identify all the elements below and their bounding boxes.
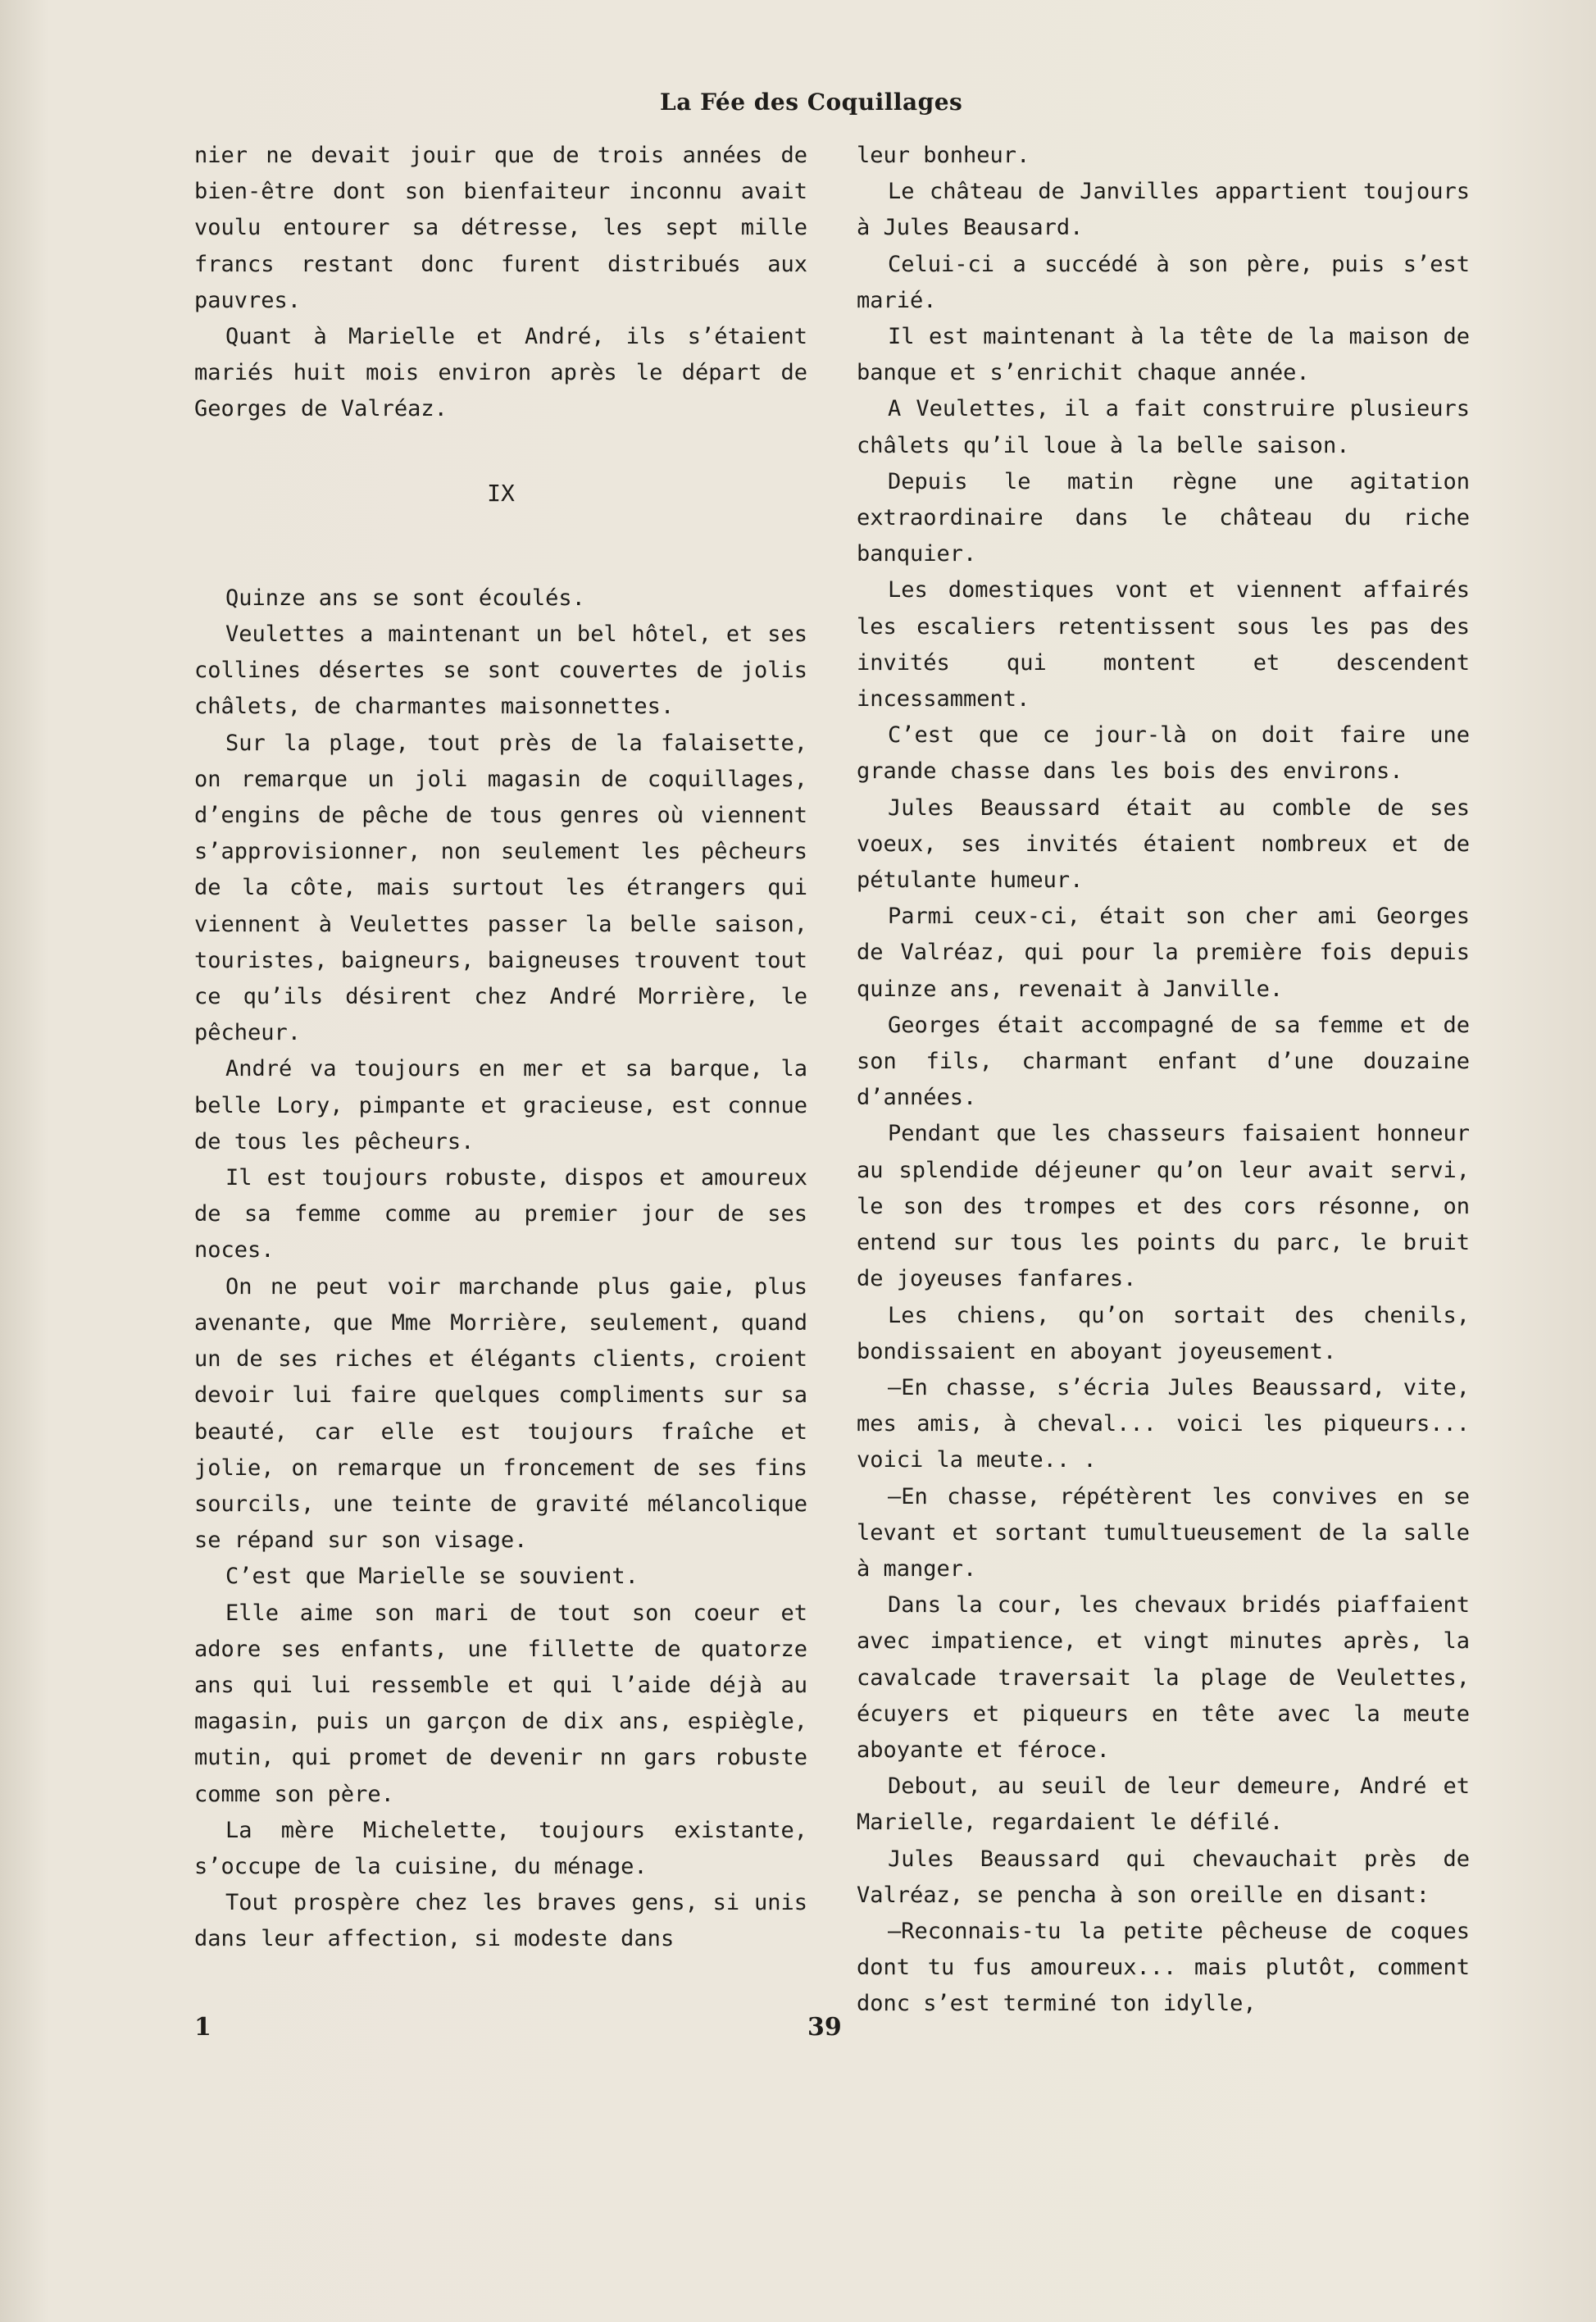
page-number: 39	[807, 2013, 842, 2042]
paragraph: C’est que Marielle se souvient.	[225, 1564, 639, 1590]
paragraph: Jules Beaussard était au comble de ses voeux, ses invités étaient nombreux et de pétulante humeur.	[857, 794, 1470, 894]
paragraph: Elle aime son mari de tout son coeur et adore ses enfants, une fillette de quatorze ans qui lui ressemble et qui l’aide déjà au magasin, puis un garçon de dix ans, espiègle, mutin, qui promet de devenir nn gars robuste comme son père.	[194, 1600, 807, 1807]
running-header: La Fée des Coquillages	[660, 89, 963, 116]
paragraph: Les chiens, qu’on sortait des chenils, bondissaient en aboyant joyeusement.	[857, 1302, 1470, 1364]
paragraph: La mère Michelette, toujours existante, s’occupe de la cuisine, du ménage.	[194, 1817, 807, 1879]
paragraph: Le château de Janvilles appartient toujours à Jules Beausard.	[857, 179, 1470, 241]
paragraph: Debout, au seuil de leur demeure, André et Marielle, regardaient le défilé.	[857, 1773, 1470, 1836]
paragraph: Quant à Marielle et André, ils s’étaient mariés huit mois environ après le départ de Georges de Valréaz.	[194, 324, 807, 422]
paragraph: Parmi ceux-ci, était son cher ami Georges de Valréaz, qui pour la première fois depuis quinze ans, revenait à Janville.	[857, 904, 1470, 1002]
right-column	[857, 138, 1470, 2023]
paragraph: C’est que ce jour-là on doit faire une grande chasse dans les bois des environs.	[857, 722, 1470, 785]
paragraph: Pendant que les chasseurs faisaient honneur au splendide déjeuner qu’on leur avait servi, le son des trompes et des cors résonne, on entend sur tous les points du parc, le bruit de joyeuses fanfares.	[857, 1121, 1470, 1292]
paragraph: Georges était accompagné de sa femme et de son fils, charmant enfant d’une douzaine d’années.	[857, 1012, 1470, 1111]
paragraph: Il est toujours robuste, dispos et amoureux de sa femme comme au premier jour de ses noces.	[194, 1165, 807, 1263]
paragraph: Veulettes a maintenant un bel hôtel, et ses collines désertes se sont couvertes de jolis châlets, de charmantes maisonnettes.	[194, 621, 807, 720]
paragraph: Tout prospère chez les braves gens, si unis dans leur affection, si modeste dans	[194, 1890, 807, 1952]
paragraph: André va toujours en mer et sa barque, la belle Lory, pimpante et gracieuse, est connue de tous les pêcheurs.	[194, 1056, 807, 1154]
paragraph: Il est maintenant à la tête de la maison de banque et s’enrichit chaque année.	[857, 324, 1470, 386]
signature-mark: 1	[194, 2013, 211, 2042]
paragraph: On ne peut voir marchande plus gaie, plus avenante, que Mme Morrière, seulement, quand un de ses riches et élégants clients, croient devoir lui faire quelques compliments sur sa beauté, car elle est toujours fraîche et jolie, on remarque un froncement de ses fins sourcils, une teinte de gravité mélancolique se répand sur son visage.	[194, 1273, 807, 1554]
paragraph: Depuis le matin règne une agitation extraordinaire dans le château du riche banquier.	[857, 468, 1470, 567]
left-column	[194, 138, 807, 1958]
paragraph: leur bonheur.	[857, 143, 1030, 168]
paragraph: Sur la plage, tout près de la falaisette, on remarque un joli magasin de coquillages, d’engins de pêche de tous genres où viennent s’approvisionner, non seulement les pêcheurs de la côte, mais surtout les étrangers qui viennent à Veulettes passer la belle saison, touristes, baigneurs, baigneuses trouvent tout ce qu’ils désirent chez André Morrière, le pêcheur.	[194, 730, 807, 1046]
paragraph: nier ne devait jouir que de trois années de bien-être dont son bienfaiteur inconnu avait voulu entourer sa détresse, les sept mille francs restant donc furent distribués aux pauvres.	[194, 143, 807, 313]
chapter-heading: IX	[487, 479, 515, 507]
paragraph: —En chasse, s’écria Jules Beaussard, vite, mes amis, à cheval... voici les piqueurs... voici la meute.. .	[857, 1374, 1470, 1473]
paragraph: —En chasse, répétèrent les convives en se levant et sortant tumultueusement de la salle à manger.	[857, 1483, 1470, 1582]
paragraph: Les domestiques vont et viennent affairés les escaliers retentissent sous les pas des invités qui montent et descendent incessamment.	[857, 577, 1470, 713]
paragraph: Dans la cour, les chevaux bridés piaffaient avec impatience, et vingt minutes après, la cavalcade traversait la plage de Veulettes, écuyers et piqueurs en tête avec la meute aboyante et féroce.	[857, 1592, 1470, 1763]
paragraph: Quinze ans se sont écoulés.	[225, 585, 585, 611]
paragraph: —Reconnais-tu la petite pêcheuse de coques dont tu fus amoureux... mais plutôt, comment donc s’est terminé ton idylle,	[857, 1918, 1470, 2017]
paragraph: Celui-ci a succédé à son père, puis s’est marié.	[857, 251, 1470, 313]
paragraph: A Veulettes, il a fait construire plusieurs châlets qu’il loue à la belle saison.	[857, 396, 1470, 458]
paragraph: Jules Beaussard qui chevauchait près de Valréaz, se pencha à son oreille en disant:	[857, 1846, 1470, 1908]
